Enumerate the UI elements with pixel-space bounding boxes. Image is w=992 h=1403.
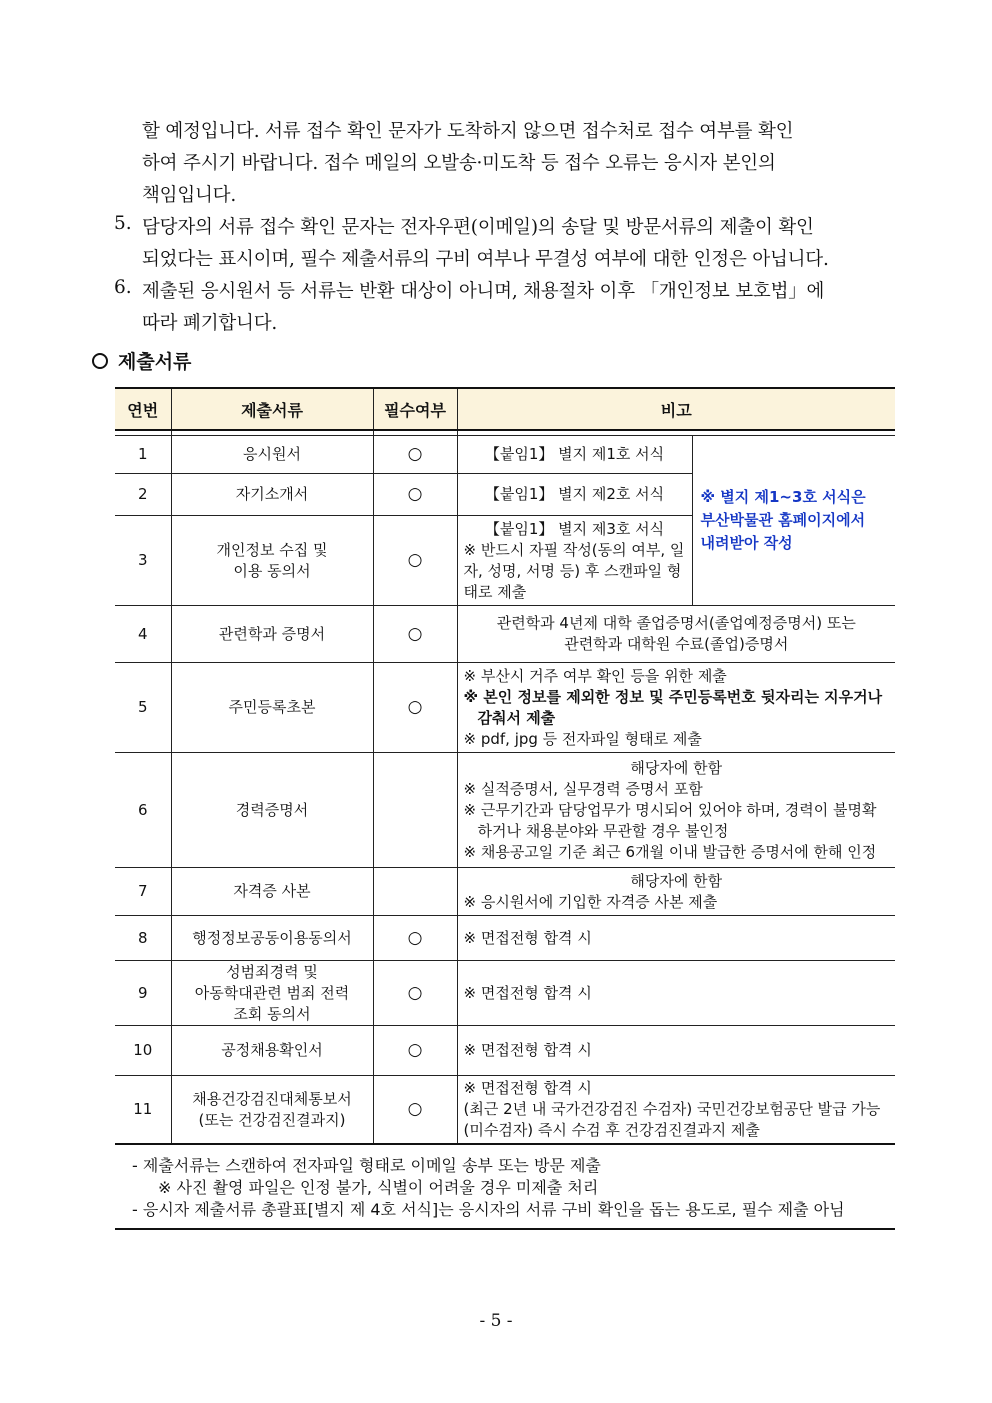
footnote: ※ 사진 촬영 파일은 인정 불가, 식별이 어려울 경우 미제출 처리: [158, 1178, 599, 1197]
required-mark-empty: [373, 868, 457, 916]
row-number: 9: [115, 961, 171, 1026]
required-mark-empty: [373, 753, 457, 868]
table-row: [115, 916, 895, 961]
table-row: [115, 606, 895, 663]
row-number: 5: [115, 663, 171, 753]
table-row: [115, 868, 895, 916]
page-number: - 5 -: [479, 1311, 513, 1331]
required-mark: ○: [373, 606, 457, 663]
row-number: 8: [115, 916, 171, 961]
remark: 해당자에 한함 ※ 실적증명서, 실무경력 증명서 포함 ※ 근무기간과 담당업무가 명시되어 있어야 하며, 경력이 불명확 하거나 채용분야와 무관할 경우 불인정 ※ 채용공고일 기준 최근 6개월 이내 발급한 증명서에 한해 인정: [457, 753, 895, 868]
required-mark: ○: [373, 961, 457, 1026]
bottom-rule: [115, 1228, 895, 1230]
row-number: 6: [115, 753, 171, 868]
header-required: 필수여부: [373, 388, 457, 430]
required-mark: ○: [373, 1076, 457, 1145]
paragraph-line: 담당자의 서류 접수 확인 문자는 전자우편(이메일)의 송달 및 방문서류의 제출이 확인: [142, 217, 814, 238]
remark: ※ 면접전형 합격 시: [457, 1026, 895, 1076]
row-number: 1: [115, 436, 171, 474]
documents-table: [115, 387, 895, 1145]
remark: ※ 부산시 거주 여부 확인 등을 위한 제출 ※ 본인 정보를 제외한 정보 및 주민등록번호 뒷자리는 지우거나 감춰서 제출 ※ pdf, jpg 등 전자파일 형태로 제출: [457, 663, 895, 753]
footnote: - 제출서류는 스캔하여 전자파일 형태로 이메일 송부 또는 방문 제출: [132, 1156, 601, 1175]
document-name: 행정정보공동이용동의서: [171, 916, 373, 961]
paragraph-line: 책임입니다.: [142, 185, 237, 206]
table-row: [115, 1026, 895, 1076]
remark: ※ 면접전형 합격 시: [457, 961, 895, 1026]
table-row: [115, 1076, 895, 1145]
section-title: 제출서류: [118, 351, 192, 373]
required-mark: ○: [373, 663, 457, 753]
paragraph-line: 제출된 응시원서 등 서류는 반환 대상이 아니며, 채용절차 이후 「개인정보 보호법」에: [142, 281, 825, 302]
table-row: [115, 961, 895, 1026]
row-number: 4: [115, 606, 171, 663]
paragraph-line: 할 예정입니다. 서류 접수 확인 문자가 도착하지 않으면 접수처로 접수 여부를 확인: [142, 121, 794, 142]
paragraph-line: 하여 주시기 바랍니다. 접수 메일의 오발송·미도착 등 접수 오류는 응시자 본인의: [142, 153, 776, 174]
document-name: 관련학과 증명서: [171, 606, 373, 663]
item-number: 5.: [114, 213, 132, 234]
document-name: 자격증 사본: [171, 868, 373, 916]
document-name: 자기소개서: [171, 474, 373, 516]
remark: ※ 면접전형 합격 시: [457, 916, 895, 961]
template-download-note: ※ 별지 제1~3호 서식은 부산박물관 홈페이지에서 내려받아 작성: [692, 436, 895, 606]
header-no: 연번: [115, 388, 171, 430]
document-name: 성범죄경력 및 아동학대관련 범죄 전력 조회 동의서: [171, 961, 373, 1026]
section-heading: [92, 347, 191, 374]
document-name: 주민등록초본: [171, 663, 373, 753]
document-name: 공정채용확인서: [171, 1026, 373, 1076]
header-remarks: 비고: [457, 388, 895, 430]
footnote: - 응시자 제출서류 총괄표[별지 제 4호 서식]는 응시자의 서류 구비 확인을 돕는 용도로, 필수 제출 아님: [132, 1200, 845, 1219]
document-name: 경력증명서: [171, 753, 373, 868]
remark: 【붙임1】 별지 제3호 서식 ※ 반드시 자필 작성(동의 여부, 일 자, 성명, 서명 등) 후 스캔파일 형 태로 제출: [457, 516, 692, 606]
required-mark: ○: [373, 916, 457, 961]
paragraph-line: 되었다는 표시이며, 필수 제출서류의 구비 여부나 무결성 여부에 대한 인정은 아닙니다.: [142, 249, 829, 270]
row-number: 7: [115, 868, 171, 916]
document-name: 개인정보 수집 및 이용 동의서: [171, 516, 373, 606]
table-row: [115, 753, 895, 868]
table-row: [115, 663, 895, 753]
document-name: 응시원서: [171, 436, 373, 474]
required-mark: ○: [373, 1026, 457, 1076]
header-document: 제출서류: [171, 388, 373, 430]
table-header-row: [115, 388, 895, 430]
circle-bullet-icon: [92, 353, 108, 369]
remark: 【붙임1】 별지 제2호 서식: [457, 474, 692, 516]
required-mark: ○: [373, 436, 457, 474]
remark: 관련학과 4년제 대학 졸업증명서(졸업예정증명서) 또는 관련학과 대학원 수료(졸업)증명서: [457, 606, 895, 663]
table-row: [115, 436, 895, 474]
item-number: 6.: [114, 277, 132, 298]
paragraph-line: 따라 폐기합니다.: [142, 313, 278, 334]
remark: ※ 면접전형 합격 시 (최근 2년 내 국가건강검진 수검자) 국민건강보험공단 발급 가능 (미수검자) 즉시 수검 후 건강검진결과지 제출: [457, 1076, 895, 1145]
required-mark: ○: [373, 516, 457, 606]
row-number: 10: [115, 1026, 171, 1076]
document-name: 채용건강검진대체통보서 (또는 건강검진결과지): [171, 1076, 373, 1145]
row-number: 11: [115, 1076, 171, 1145]
remark: 【붙임1】 별지 제1호 서식: [457, 436, 692, 474]
row-number: 2: [115, 474, 171, 516]
remark: 해당자에 한함 ※ 응시원서에 기입한 자격증 사본 제출: [457, 868, 895, 916]
row-number: 3: [115, 516, 171, 606]
required-mark: ○: [373, 474, 457, 516]
